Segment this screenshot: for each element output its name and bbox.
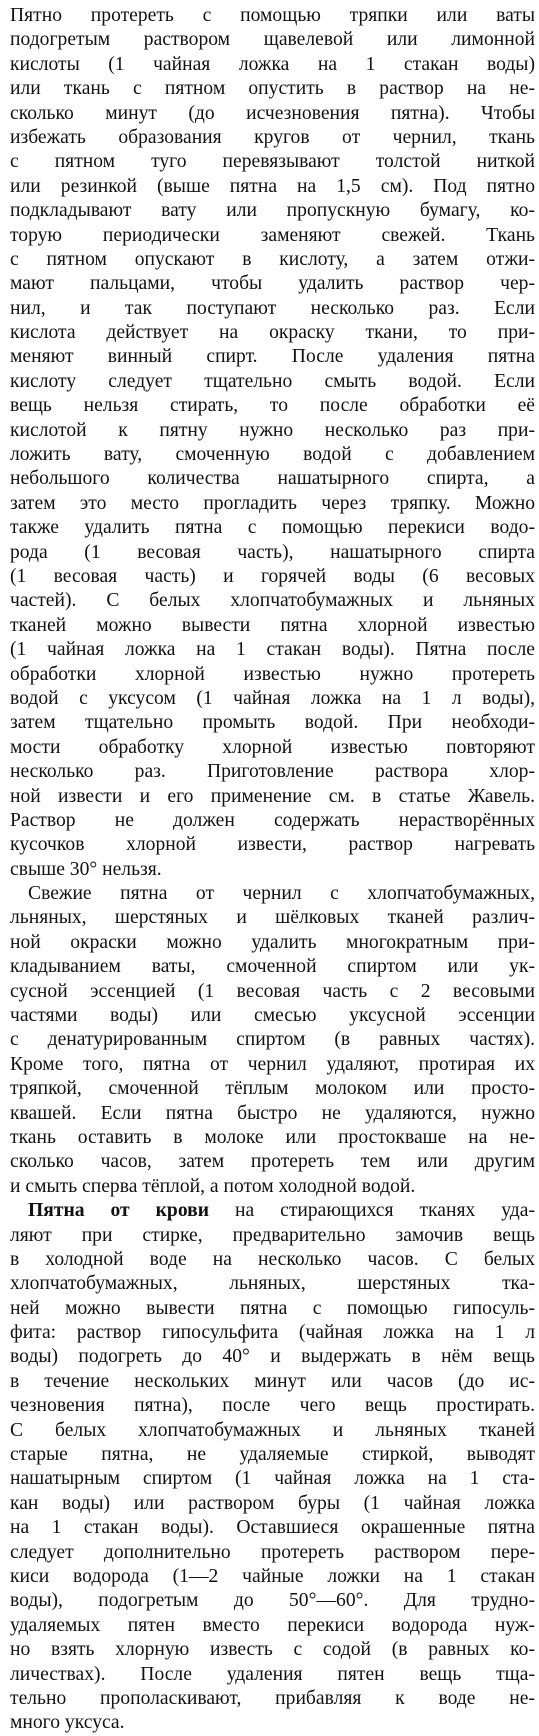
text-line: кислоту следует тщательно смыть водой. Если bbox=[10, 370, 535, 392]
text-line: избежать образования кругов от чернил, ткань bbox=[10, 126, 535, 148]
text-line: на 1 стакан воды). Оставшиеся окрашенные пятна bbox=[10, 1517, 535, 1539]
text-line: меняют винный спирт. После удаления пятна bbox=[10, 346, 535, 368]
text-line: Свежие пятна от чернил с хлопчатобумажных, bbox=[28, 883, 535, 905]
text-line: нашатырным спиртом (1 чайная ложка на 1 ста- bbox=[10, 1468, 535, 1490]
text-line: тканей можно вывести пятна хлорной известью bbox=[10, 614, 535, 636]
text-line: (1 весовая часть) и горячей воды (6 весовых bbox=[10, 565, 535, 587]
text-line: тельно прополаскивают, прибавляя к воде не- bbox=[10, 1687, 535, 1709]
text-line: тряпкой, смоченной тёплым молоком или просто- bbox=[10, 1078, 535, 1100]
text-line: ней можно вывести пятна с помощью гипосуль- bbox=[10, 1297, 535, 1319]
text-line: с пятном опускают в кислоту, а затем отжи- bbox=[10, 248, 535, 270]
section-heading: Пятна от крови bbox=[28, 1200, 210, 1222]
text-line: С белых хлопчатобумажных и льняных тканей bbox=[10, 1419, 535, 1441]
text-line: но взять хлорную известь с содой (в равных ко- bbox=[10, 1639, 535, 1661]
text-line: в холодной воде на несколько часов. С белых bbox=[10, 1248, 535, 1270]
text-line: несколько раз. Приготовление раствора хлор- bbox=[10, 761, 535, 783]
text-line bbox=[10, 1199, 535, 1223]
text-line: следует дополнительно протереть раствором пере- bbox=[10, 1541, 535, 1563]
text-line: кислотой к пятну нужно несколько раз при- bbox=[10, 419, 535, 441]
text-line: кладыванием ваты, смоченной спиртом или ук- bbox=[10, 956, 535, 978]
paragraph-2 bbox=[10, 882, 535, 1199]
paragraph-3 bbox=[10, 1199, 535, 1736]
text-line: мости обработку хлорной известью повторяют bbox=[10, 736, 535, 758]
text-line: водой с уксусом (1 чайная ложка на 1 л воды), bbox=[10, 687, 535, 709]
text-line: нил, и так поступают несколько раз. Если bbox=[10, 297, 535, 319]
text-line: частями воды) или смесью уксусной эссенции bbox=[10, 1005, 535, 1027]
text-line: обработки хлорной известью нужно протереть bbox=[10, 663, 535, 685]
text-line: мают пальцами, чтобы удалить раствор чер- bbox=[10, 273, 535, 295]
text-line: подкладывают вату или пропускную бумагу, ко- bbox=[10, 200, 535, 222]
text-line: подогретым раствором щавелевой или лимонной bbox=[10, 29, 535, 51]
text-line: воды), подогретым до 50°—60°. Для трудно- bbox=[10, 1590, 535, 1612]
text-line: киси водорода (1—2 чайные ложки на 1 стакан bbox=[10, 1566, 535, 1587]
text-line: много уксуса. bbox=[10, 1712, 125, 1734]
text-line: хлопчатобумажных, льняных, шерстяных тка- bbox=[10, 1273, 535, 1295]
text-line: или резинкой (выше пятна на 1,5 см). Под пятно bbox=[10, 175, 535, 197]
text-line: с пятном туго перевязывают толстой ниткой bbox=[10, 151, 535, 173]
text-line: затем тщательно промыть водой. При необходи- bbox=[10, 712, 535, 734]
text-line: сколько часов, затем протереть тем или другим bbox=[10, 1151, 535, 1173]
text-line: Кроме того, пятна от чернил удаляют, протирая их bbox=[10, 1053, 535, 1075]
text-line: рода (1 весовая часть), нашатырного спирта bbox=[10, 541, 535, 563]
text-line: затем это место прогладить через тряпку. Можно bbox=[10, 492, 535, 514]
text-line: ткань оставить в молоке или простокваше на не- bbox=[10, 1126, 535, 1148]
text-line: кислоты (1 чайная ложка на 1 стакан воды) bbox=[10, 53, 535, 75]
text-line: сусной эссенцией (1 весовая часть с 2 весовыми bbox=[10, 980, 535, 1002]
heading-line-rest: на стирающихся тканях уда- bbox=[209, 1200, 535, 1222]
text-line: личествах). После удаления пятен вещь тща- bbox=[10, 1663, 535, 1685]
text-line: Пятно протереть с помощью тряпки или ваты bbox=[10, 5, 535, 26]
text-line: Раствор не должен содержать нерастворённых bbox=[10, 809, 535, 831]
text-line: вещь нельзя стирать, то после обработки её bbox=[10, 395, 535, 417]
text-line: кусочков хлорной извести, раствор нагревать bbox=[10, 834, 535, 856]
text-line: льняных, шерстяных и шёлковых тканей различ- bbox=[10, 907, 535, 929]
text-line: старые пятна, не удаляемые стиркой, выводят bbox=[10, 1444, 535, 1466]
text-line: или ткань с пятном опустить в раствор на не- bbox=[10, 78, 535, 100]
text-line: торую периодически заменяют свежей. Ткань bbox=[10, 224, 535, 246]
paragraph-1 bbox=[10, 4, 535, 882]
text-line: ной извести и его применение см. в статье Жавель. bbox=[10, 785, 535, 807]
text-line: небольшого количества нашатырного спирта, а bbox=[10, 468, 535, 490]
text-line: и смыть сперва тёплой, а потом холодной водой. bbox=[10, 1175, 416, 1197]
text-line: в течение нескольких минут или часов (до ис- bbox=[10, 1370, 535, 1392]
text-line: с денатурированным спиртом (в равных частях). bbox=[10, 1029, 535, 1051]
text-line: (1 чайная ложка на 1 стакан воды). Пятна после bbox=[10, 639, 535, 661]
text-line: сколько минут (до исчезновения пятна). Чтобы bbox=[10, 102, 535, 124]
text-line: свыше 30° нельзя. bbox=[10, 858, 162, 880]
text-line: чезновения пятна), после чего вещь простирать. bbox=[10, 1395, 535, 1417]
text-line: кислота действует на окраску ткани, то при- bbox=[10, 322, 535, 344]
text-line: частей). С белых хлопчатобумажных и льняных bbox=[10, 590, 535, 612]
text-line: фита: раствор гипосульфита (чайная ложка на 1 л bbox=[10, 1322, 535, 1344]
text-line: ляют при стирке, предварительно замочив вещь bbox=[10, 1224, 535, 1246]
text-line: квашей. Если пятна быстро не удаляются, нужно bbox=[10, 1102, 535, 1124]
text-line: кан воды) или раствором буры (1 чайная ложка bbox=[10, 1492, 535, 1514]
text-line: также удалить пятна с помощью перекиси водо- bbox=[10, 517, 535, 539]
text-line: воды) подогреть до 40° и выдержать в нём вещь bbox=[10, 1346, 535, 1368]
text-line: ложить вату, смоченную водой с добавлением bbox=[10, 444, 535, 466]
text-line: ной окраски можно удалить многократным при- bbox=[10, 931, 535, 953]
text-line: удаляемых пятен вместо перекиси водорода нуж- bbox=[10, 1614, 535, 1636]
